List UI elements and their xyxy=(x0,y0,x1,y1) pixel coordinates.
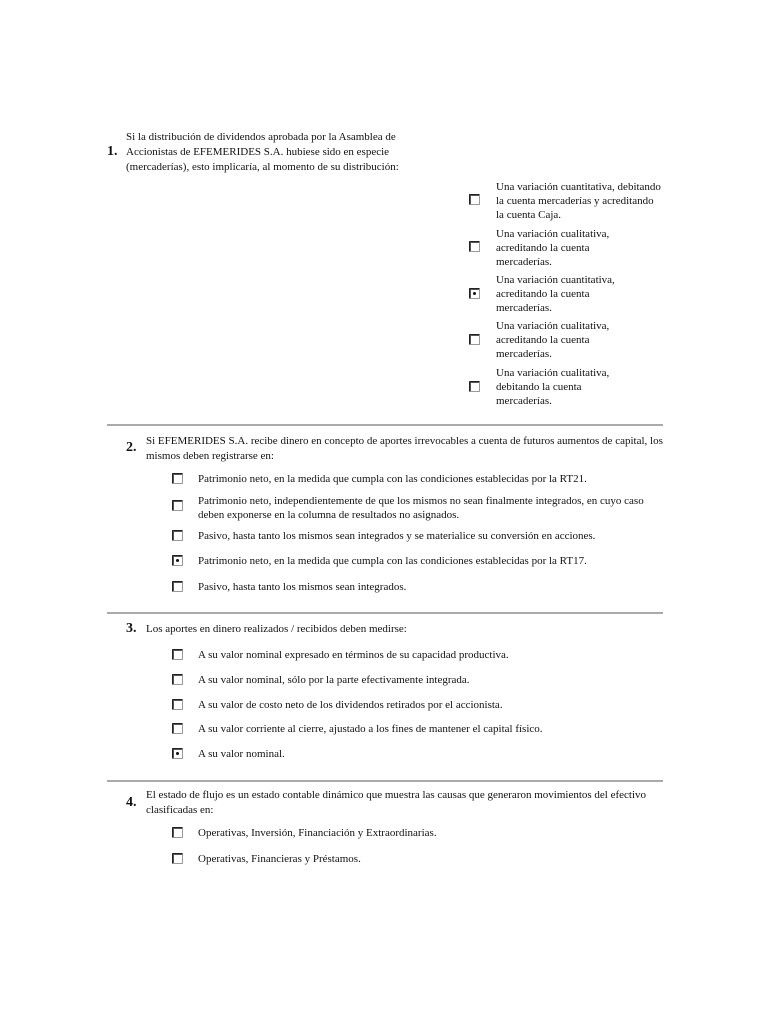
radio-button[interactable] xyxy=(172,555,183,566)
option-2e[interactable] xyxy=(170,578,663,596)
option-text: A su valor de costo neto de los dividendos retirados por el accionista. xyxy=(198,699,503,711)
option-text: Una variación cuantitativa, acreditando la cuenta mercaderías. xyxy=(496,274,615,314)
option-3b[interactable] xyxy=(170,671,663,689)
option-text: Una variación cuantitativa, debitando la cuenta mercaderías y acreditando la cuenta Caja. xyxy=(496,181,661,221)
question-2 xyxy=(107,432,663,602)
option-2d[interactable] xyxy=(170,552,663,570)
question-divider xyxy=(107,780,663,782)
option-1e[interactable] xyxy=(467,366,663,410)
option-text: Una variación cualitativa, acreditando la cuenta mercaderías. xyxy=(496,320,610,360)
radio-button[interactable] xyxy=(172,530,183,541)
question-number: 1. xyxy=(107,144,118,159)
option-3a[interactable] xyxy=(170,646,663,664)
option-text: Pasivo, hasta tanto los mismos sean integrados. xyxy=(198,581,407,593)
radio-button[interactable] xyxy=(469,194,480,205)
radio-button[interactable] xyxy=(172,581,183,592)
option-1b[interactable] xyxy=(467,227,663,271)
option-text: Pasivo, hasta tanto los mismos sean integrados y se materialice su conversión en acciones. xyxy=(198,530,596,542)
question-4 xyxy=(107,788,663,878)
radio-button[interactable] xyxy=(469,288,480,299)
option-4b[interactable] xyxy=(170,850,663,868)
question-number: 2. xyxy=(126,440,137,455)
radio-button[interactable] xyxy=(172,473,183,484)
radio-button[interactable] xyxy=(469,334,480,345)
option-text: Operativas, Financieras y Préstamos. xyxy=(198,853,361,865)
option-text: A su valor corriente al cierre, ajustado a los fines de mantener el capital físico. xyxy=(198,723,543,735)
option-text: Patrimonio neto, independientemente de que los mismos no sean finalmente integrados, en cuyo caso deben exponerse en la columna de resultados no asignados. xyxy=(198,495,644,521)
option-2a[interactable] xyxy=(170,470,663,488)
option-1d[interactable] xyxy=(467,319,663,363)
radio-button[interactable] xyxy=(172,500,183,511)
option-3d[interactable] xyxy=(170,720,663,738)
option-text: Una variación cualitativa, acreditando la cuenta mercaderías. xyxy=(496,228,610,268)
option-1a[interactable] xyxy=(467,180,663,224)
option-text: Patrimonio neto, en la medida que cumpla con las condiciones establecidas por la RT17. xyxy=(198,555,587,567)
radio-button[interactable] xyxy=(172,748,183,759)
option-text: Patrimonio neto, en la medida que cumpla con las condiciones establecidas por la RT21. xyxy=(198,473,587,485)
radio-button[interactable] xyxy=(172,699,183,710)
radio-button[interactable] xyxy=(172,649,183,660)
question-text: Si la distribución de dividendos aprobada por la Asamblea de Accionistas de EFEMERIDES S.A. hubiese sido en especie (mercaderías), esto implicaría, al momento de su distribución: xyxy=(126,131,399,173)
radio-button[interactable] xyxy=(172,723,183,734)
option-text: A su valor nominal, sólo por la parte efectivamente integrada. xyxy=(198,674,470,686)
option-1c[interactable] xyxy=(467,273,663,317)
question-number: 3. xyxy=(126,621,137,636)
radio-button[interactable] xyxy=(172,827,183,838)
option-text: A su valor nominal expresado en términos de su capacidad productiva. xyxy=(198,649,509,661)
question-1 xyxy=(107,128,663,413)
question-text: Los aportes en dinero realizados / recibidos deben medirse: xyxy=(146,623,407,635)
option-4a[interactable] xyxy=(170,824,663,842)
option-2c[interactable] xyxy=(170,527,663,545)
radio-button[interactable] xyxy=(172,853,183,864)
option-text: A su valor nominal. xyxy=(198,748,285,760)
radio-button[interactable] xyxy=(469,381,480,392)
option-3c[interactable] xyxy=(170,696,663,714)
option-text: Una variación cualitativa, debitando la cuenta mercaderías. xyxy=(496,367,610,407)
radio-button[interactable] xyxy=(172,674,183,685)
radio-button[interactable] xyxy=(469,241,480,252)
option-text: Operativas, Inversión, Financiación y Extraordinarias. xyxy=(198,827,437,839)
question-divider xyxy=(107,612,663,614)
question-divider xyxy=(107,424,663,426)
option-2b[interactable] xyxy=(170,492,663,524)
question-3 xyxy=(107,620,663,770)
option-3e[interactable] xyxy=(170,745,663,763)
question-text: Si EFEMERIDES S.A. recibe dinero en concepto de aportes irrevocables a cuenta de futuros aumentos de capital, los mismos deben registrarse en: xyxy=(146,435,663,462)
question-text: El estado de flujo es un estado contable dinámico que muestra las causas que generaron movimientos del efectivo clasificadas en: xyxy=(146,789,647,816)
question-number: 4. xyxy=(126,795,137,810)
